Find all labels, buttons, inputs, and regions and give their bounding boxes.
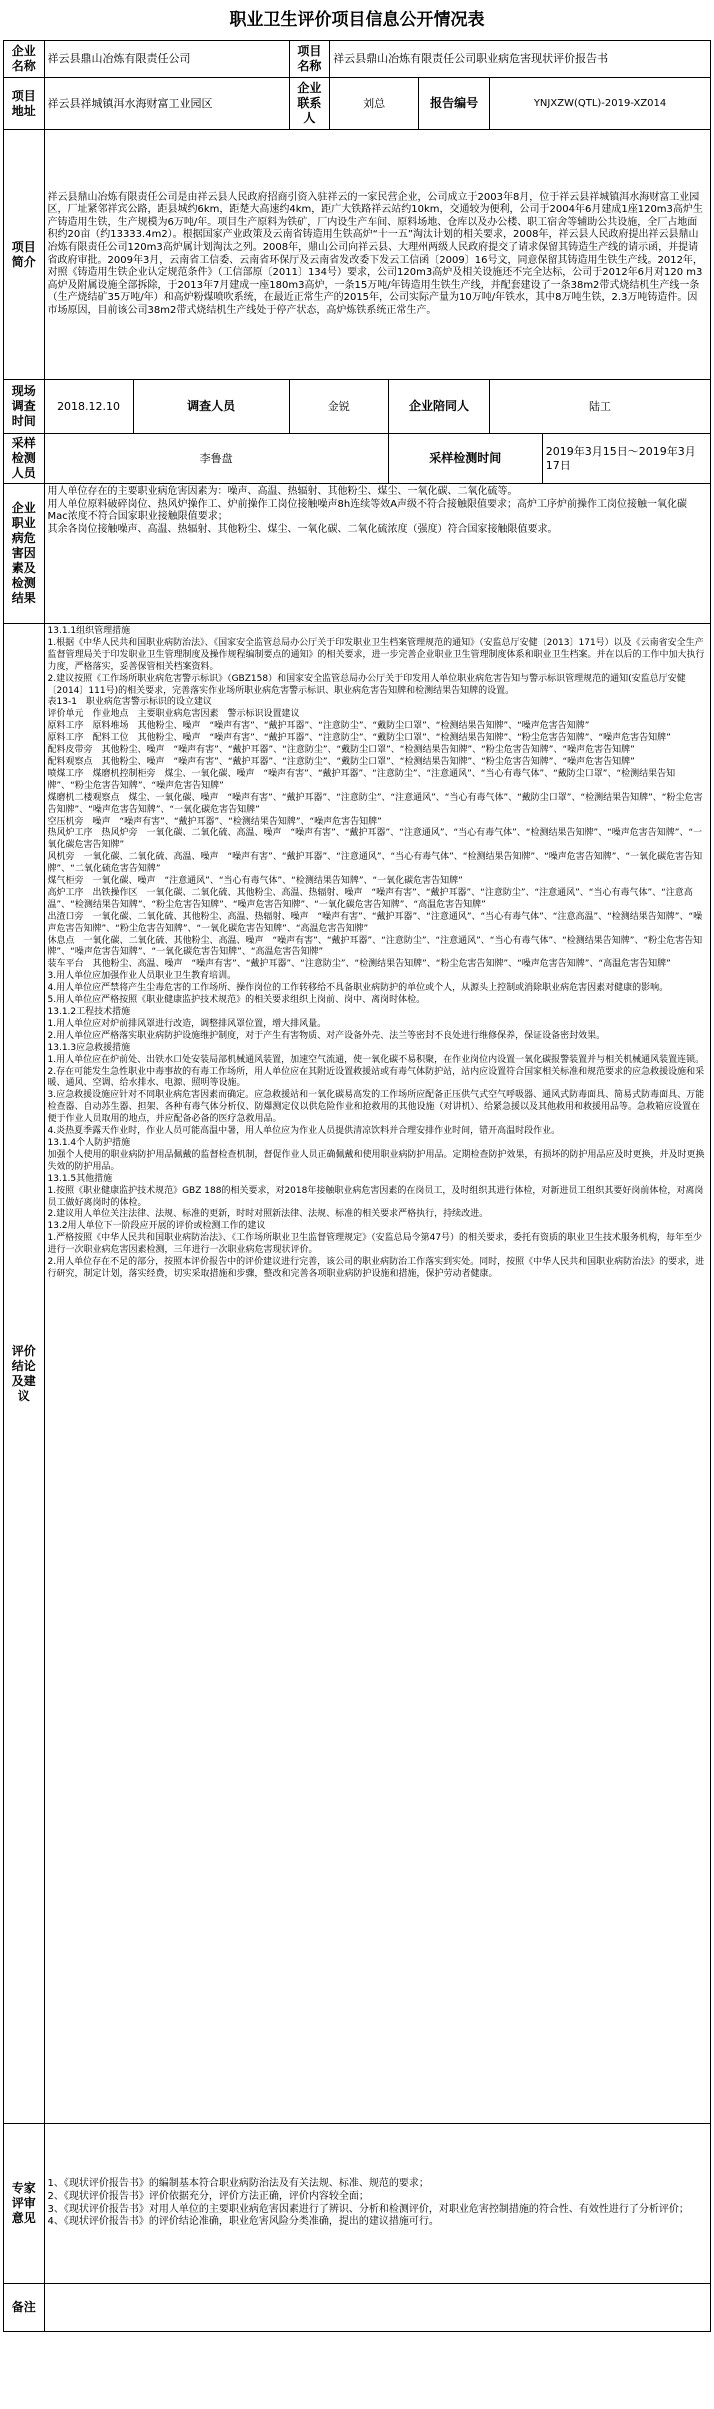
escort-value: 陆工 bbox=[490, 380, 711, 434]
report-no-value: YNJXZW(QTL)-2019-XZ014 bbox=[490, 78, 711, 130]
address-label: 项目地址 bbox=[4, 78, 45, 130]
contact-value: 刘总 bbox=[330, 78, 419, 130]
sampler-value: 李鲁盘 bbox=[44, 434, 388, 484]
hazards-text: 用人单位存在的主要职业病危害因素为：噪声、高温、热辐射、其他粉尘、煤尘、一氧化碳、二氧化硫等。 用人单位原料破碎岗位、热风炉操作工、炉前操作工岗位接触噪声8h连续等效A声级不符合接触限值要求；高炉工序炉前操作工岗位接触一氧化碳Mac浓度不符合国家职业接触限值要求； 其余各岗位接触噪声、高温、热辐射、其他粉尘、煤尘、一氧化碳、二氧化硫浓度（强度）符合国家接触限值要求。 bbox=[44, 484, 711, 624]
intro-text: 祥云县鼎山冶炼有限责任公司是由祥云县人民政府招商引资入驻祥云的一家民营企业，公司成立于2003年8月，位于祥云县祥城镇洱水海财富工业园区，厂址紧邻祥宾公路，距县城约6km，距楚大高速约4km，距广大铁路祥云站约10km，交通较为便利，公司于2004年6月建成1座120m3高炉生产铸造用生铁，生产规模为6万吨/年。项目生产原料为铁矿，厂内设生产车间、原料场地、仓库以及办公楼、职工宿舍等辅助公共设施，全厂占地面积约20亩（约13333.4m2）。根据国家产业政策及云南省铸造用生铁高炉“十一五”淘汰计划的相关要求，2008年，祥云县人民政府提出祥云县鼎山冶炼有限责任公司120m3高炉属计划淘汰之列。2008年，鼎山公司向祥云县、大理州两级人民政府提交了请求保留其铸造生产线的请示函，并提请省政府审批。2009年3月，云南省工信委、云南省环保厅及云南省发改委下发云工信函〔2009〕16号文，同意保留其铸造用生铁生产线。2012年，对照《铸造用生铁企业认定规范条件》（工信部原〔2011〕134号）要求，公司120m3高炉及相关设施还不完全达标，公司于2012年6月对120 m3高炉及附属设施全部拆除，于2013年7月建成一座180m3高炉，一条15万吨/年铸造用生铁生产线，并配套建设了一条38m2带式烧结机生产线一条（生产烧结矿35万吨/年）和高炉粉煤喷吹系统，在最近正常生产的2015年，公司实际产量为10万吨/年铁水，其中8万吨生铁，2.3万吨铸造件。因市场原因，目前该公司38m2带式烧结机生产线处于停产状态，高炉炼铁系统正常生产。 bbox=[44, 130, 711, 380]
survey-date-label: 现场调查时间 bbox=[4, 380, 45, 434]
survey-date-value: 2018.12.10 bbox=[44, 380, 133, 434]
remark-value bbox=[44, 2284, 711, 2332]
escort-label: 企业陪同人 bbox=[388, 380, 489, 434]
contact-label: 企业联系人 bbox=[289, 78, 330, 130]
address-value: 祥云县祥城镇洱水海财富工业园区 bbox=[44, 78, 289, 130]
intro-label: 项目简介 bbox=[4, 130, 45, 380]
investigator-value: 金锐 bbox=[289, 380, 388, 434]
info-table bbox=[3, 40, 711, 2332]
sampler-label: 采样检测人员 bbox=[4, 434, 45, 484]
sample-time-value: 2019年3月15日～2019年3月17日 bbox=[542, 434, 710, 484]
investigator-label: 调查人员 bbox=[133, 380, 289, 434]
report-no-label: 报告编号 bbox=[419, 78, 490, 130]
page-title: 职业卫生评价项目信息公开情况表 bbox=[229, 10, 485, 30]
company-label: 企业名称 bbox=[4, 41, 45, 78]
project-value: 祥云县鼎山冶炼有限责任公司职业病危害现状评价报告书 bbox=[330, 41, 711, 78]
sample-time-label: 采样检测时间 bbox=[388, 434, 542, 484]
project-label: 项目名称 bbox=[289, 41, 330, 78]
conclusion-text: 13.1.1组织管理措施 1.根据《中华人民共和国职业病防治法》、《国家安全监管总局办公厅关于印发职业卫生档案管理规范的通知》（安监总厅安健〔2013〕171号）以及《云南省安全生产监督管理局关于印发职业卫生管理制度及操作规程编制要点的通知》的相关要求，进一步完善企业职业卫生管理制度体系和职业卫生档案。并在以后的工作中加大执行力度，严格落实，妥善保管相关档案资料。 2.建议按照《工作场所职业病危害警示标识》（GBZ158）和国家安全监管总局办公厅关于印发用人单位职业病危害告知与警示标识管理规范的通知(安监总厅安健〔2014〕111号)的相关要求，完善落实作业场所职业病危害警示标识、职业病危害告知牌和检测结果告知牌的设置。 表13-1 职业病危害警示标识的设立建议 评价单元 作业地点 主要职业病危害因素 警示标识设置建议 原料工序 原料堆场 其他粉尘、噪声 “噪声有害”、“戴护耳器”、“注意防尘”、“戴防尘口罩”、“检测结果告知牌”、“噪声危害告知牌” 原料工序 配料工位 其他粉尘、噪声 “噪声有害”、“戴护耳器”、“注意防尘”、“戴防尘口罩”、“检测结果告知牌”、“粉尘危害告知牌”、“噪声危害告知牌” 配料皮带旁 其他粉尘、噪声 “噪声有害”、“戴护耳器”、“注意防尘”、“戴防尘口罩”、“检测结果告知牌”、“粉尘危害告知牌”、“噪声危害告知牌” 配料观察点 其他粉尘、噪声 “噪声有害”、“戴护耳器”、“注意防尘”、“戴防尘口罩”、“检测结果告知牌”、“粉尘危害告知牌”、“噪声危害告知牌” 喷煤工序 煤磨机控制柜旁 煤尘、一氧化碳、噪声 “噪声有害”、“戴护耳器”、“注意防尘”、“注意通风”、“当心有毒气体”、“戴防尘口罩”、“检测结果告知牌”、“粉尘危害告知牌”、“噪声危害告知牌” 煤磨机二楼观察点 煤尘、一氧化碳、噪声 “噪声有害”、“戴护耳器”、“注意防尘”、“注意通风”、“当心有毒气体”、“戴防尘口罩”、“检测结果告知牌”、“粉尘危害告知牌”、“噪声危害告知牌”、“一氧化碳危害告知牌” 空压机旁 噪声 “噪声有害”、“戴护耳器”、“检测结果告知牌”、“噪声危害告知牌” 热风炉工序 热风炉旁 一氧化碳、二氧化硫、高温、噪声 “噪声有害”、“戴护耳器”、“注意通风”、“当心有毒气体”、“检测结果告知牌”、“噪声危害告知牌”、“一氧化碳危害告知牌” 风机旁 一氧化碳、二氧化硫、高温、噪声 “噪声有害”、“戴护耳器”、“注意通风”、“当心有毒气体”、“检测结果告知牌”、“噪声危害告知牌”、“一氧化碳危害告知牌”、“二氧化硫危害告知牌” 煤气柜旁 一氧化碳、噪声 “注意通风”、“当心有毒气体”、“检测结果告知牌”、“一氧化碳危害告知牌” 高炉工序 出铁操作区 一氧化碳、二氧化硫、其他粉尘、高温、热辐射、噪声 “噪声有害”、“戴护耳器”、“注意防尘”、“注意通风”、“当心有毒气体”、“注意高温”、“检测结果告知牌”、“粉尘危害告知牌”、“噪声危害告知牌”、“一氧化碳危害告知牌”、“高温危害告知牌” 出渣口旁 一氧化碳、二氧化硫、其他粉尘、高温、热辐射、噪声 “噪声有害”、“戴护耳器”、“注意通风”、“当心有毒气体”、“注意高温”、“检测结果告知牌”、“噪声危害告知牌”、“粉尘危害告知牌”、“一氧化碳危害告知牌”、“高温危害告知牌” 休息点 一氧化碳、二氧化硫、其他粉尘、高温、噪声 “噪声有害”、“戴护耳器”、“注意防尘”、“注意通风”、“当心有毒气体”、“检测结果告知牌”、“粉尘危害告知牌”、“噪声危害告知牌”、“一氧化碳危害告知牌”、“高温危害告知牌” 装车平台 其他粉尘、高温、噪声 “噪声有害”、“戴护耳器”、“注意防尘”、“检测结果告知牌”、“粉尘危害告知牌”、“噪声危害告知牌”、“高温危害告知牌” 3.用人单位应加强作业人员职业卫生教育培训。 4.用人单位应严禁将产生尘毒危害的工作场所、操作岗位的工作转移给不具备职业病防护的单位或个人，从源头上控制或消除职业病危害因素对健康的影响。 5.用人单位应严格按照《职业健康监护技术规范》的相关要求组织上岗前、岗中、离岗时体检。 13.1.2工程技术措施 1.用人单位应对炉前排风罩进行改造，调整排风罩位置，增大排风量。 2.用人单位应严格落实职业病防护设施维护制度，对于产生有害物质、对产设备外壳、法兰等密封不良处进行维修保养，保证设备密封效果。 13.1.3应急救援措施 1.用人单位应在炉前处、出铁水口处安装局部机械通风装置，加速空气流通，使一氧化碳不易积聚，在作业岗位内设置一氧化碳报警装置并与相关机械通风装置连锁。 2.存在可能发生急性职业中毒事故的有毒工作场所，用人单位应在其附近设置救援站或有毒气体防护站，站内应设置符合国家相关标准和规范要求的应急救援设施和采暖、通风、空调、给水排水、电源、照明等设施。 3.应急救援设施应针对不同职业病危害因素而确定。应急救援站和一氧化碳易高发的工作场所应配备正压供气式空气呼吸器、通风式防毒面具、简易式防毒面具、万能检查器、自动苏生器、担架、各种有毒气体分析仪、防爆测定仪以供危险作业和抢救用的其他设施（对讲机）、给紧急援以及其他救用和救援用品等。急救箱应设置在便于作业人员取用的地点，并应配备必备的医疗急救用品。 4.炎热夏季露天作业时，作业人员可能高温中暑，用人单位应为作业人员提供清凉饮料并合理安排作业时间，错开高温时段作业。 13.1.4个人防护措施 加强个人使用的职业病防护用品佩戴的监督检查机制，督促作业人员正确佩戴和使用职业病防护用品。定期检查防护效果，有损坏的防护用品应及时更换，并及时更换失效的防护用品。 13.1.5其他措施 1.按照《职业健康监护技术规范》GBZ 188的相关要求，对2018年接触职业病危害因素的在岗员工，及时组织其进行体检，对新进员工组织其要好岗前体检，对离岗员工做好离岗时的体检。 2.建议用人单位关注法律、法规、标准的更新，时时对照新法律、法规、标准的相关要求严格执行，持续改进。 13.2用人单位下一阶段应开展的评价或检测工作的建议 1.严格按照《中华人民共和国职业病防治法》、《工作场所职业卫生监督管理规定》（安监总局令第47号）的相关要求，委托有资质的职业卫生技术服务机构，每年至少进行一次职业病危害因素检测，三年进行一次职业病危害现状评价。 2.用人单位存在不足的部分，按照本评价报告中的评价建议进行完善，该公司的职业病防治工作落实到实处。同时，按照《中华人民共和国职业病防治法》的要求，进行研究，制定计划，落实经费，切实采取措施和步骤，整改和完善各项职业病防护设施和措施，保护劳动者健康。 bbox=[44, 624, 711, 2124]
conclusion-label: 评价结论及建议 bbox=[4, 624, 45, 2124]
hazards-label: 企业职业病危害因素及检测结果 bbox=[4, 484, 45, 624]
remark-label: 备注 bbox=[4, 2284, 45, 2332]
review-label: 专家评审意见 bbox=[4, 2124, 45, 2284]
company-value: 祥云县鼎山冶炼有限责任公司 bbox=[44, 41, 289, 78]
review-text: 1、《现状评价报告书》的编制基本符合职业病防治法及有关法规、标准、规范的要求； 2、《现状评价报告书》评价依据充分，评价方法正确，评价内容较全面； 3、《现状评价报告书》对用人单位的主要职业病危害因素进行了辨识、分析和检测评价，对职业危害控制措施的符合性、有效性进行了分析评价； 4、《现状评价报告书》的评价结论准确，职业危害风险分类准确，提出的建议措施可行。 bbox=[44, 2124, 711, 2284]
